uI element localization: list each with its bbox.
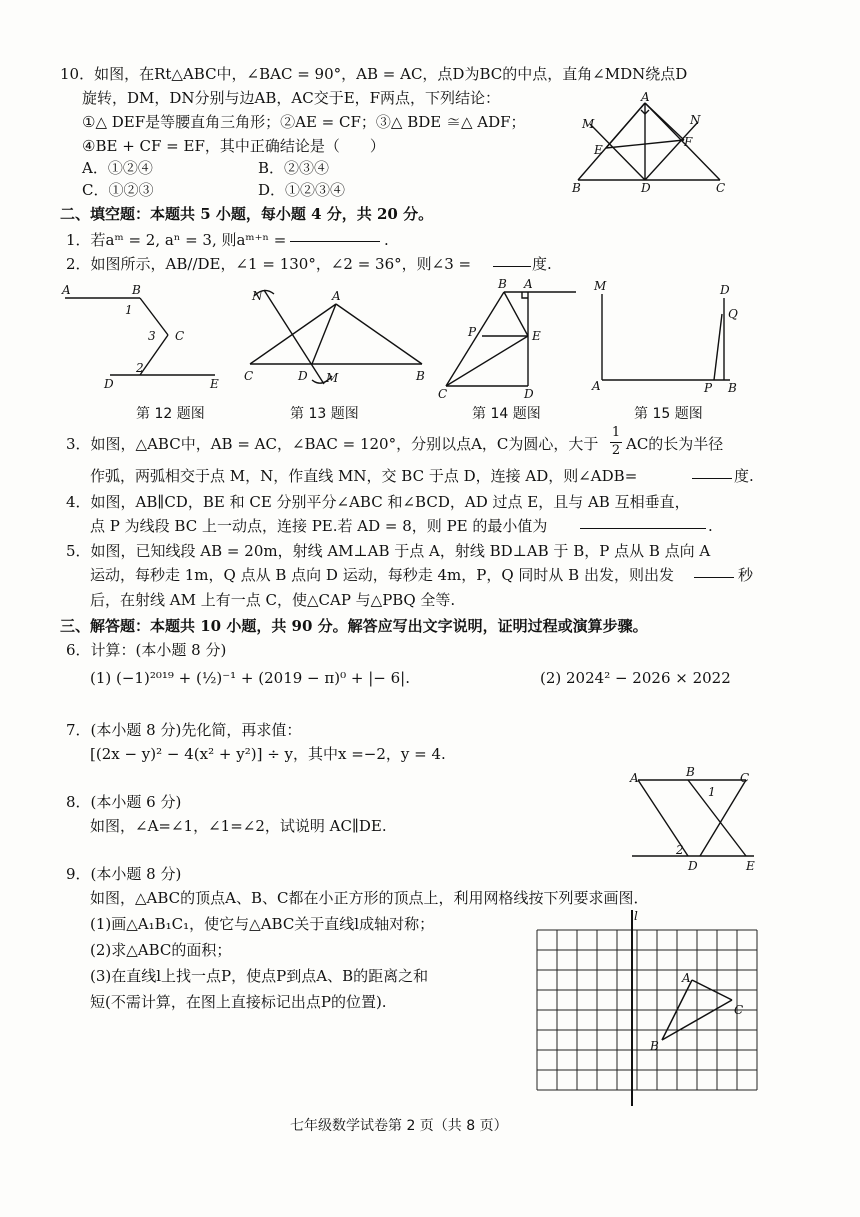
fig14-label-p: P (468, 325, 477, 339)
figure-15 (590, 280, 750, 400)
fig15-label-b: B (728, 381, 737, 395)
figure-14 (436, 277, 586, 401)
q10-fig-label-e: E (594, 143, 603, 157)
q12-text: 2．如图所示，AB//DE，∠1 = 130°，∠2 = 36°，则∠3 = (66, 255, 472, 273)
fig15-label-m: M (594, 279, 607, 293)
q12-answer-blank (493, 266, 531, 267)
q15-answer-blank (694, 577, 734, 578)
fig13-label-b: B (416, 369, 425, 383)
q19-step3b: 短(不需计算，在图上直接标记出点P的位置). (90, 993, 387, 1011)
fig13-label-n: N (252, 289, 263, 303)
q15-line3: 后，在射线 AM 上有一点 C，使△CAP 与△PBQ 全等. (90, 591, 456, 609)
q18-fig-label-e: E (746, 859, 755, 873)
q10-figure (570, 88, 730, 198)
fig15-label-q: Q (728, 307, 738, 321)
q19-grid-figure (532, 910, 772, 1110)
q10-line4: ④BE + CF = EF，其中正确结论是（ ） (82, 137, 385, 155)
q13-line1: 3．如图，△ABC中，AB = AC，∠BAC = 120°，分别以点A，C为圆心，大于 (66, 435, 599, 453)
figure-12-caption: 第 12 题图 (136, 406, 205, 422)
fig15-label-p: P (704, 381, 713, 395)
q10-fig-label-f: F (684, 135, 693, 149)
q17-title: 7．(本小题 8 分)先化简，再求值： (66, 721, 302, 739)
fig15-label-a: A (592, 379, 601, 393)
q19-title: 9．(本小题 8 分) (66, 865, 182, 883)
q19-step3a: (3)在直线l上找一点P，使点P到点A、B的距离之和 (90, 967, 429, 985)
page-footer: 七年级数学试卷第 2 页（共 8 页） (290, 1118, 508, 1134)
q10-option-d: D．①②③④ (258, 181, 346, 199)
grid-label-l: l (634, 909, 638, 923)
grid-label-c: C (734, 1003, 744, 1017)
fig12-label-b: B (132, 283, 141, 297)
q19-intro: 如图，△ABC的顶点A、B、C都在小正方形的顶点上，利用网格线按下列要求画图． (90, 889, 649, 907)
fig14-label-e: E (532, 329, 541, 343)
fig14-label-b: B (498, 277, 507, 291)
fig13-label-m: M (326, 371, 339, 385)
q18-fig-label-1: 1 (708, 785, 716, 799)
q18-fig-label-d: D (688, 859, 698, 873)
fig14-label-c: C (438, 387, 448, 401)
q10-line3: ①△ DEF是等腰直角三角形；②AE = CF；③△ BDE ≅△ ADF； (82, 113, 526, 131)
fig12-label-3: 3 (148, 329, 156, 343)
q18-figure (628, 765, 788, 878)
q18-text: 如图，∠A=∠1，∠1=∠2，试说明 AC∥DE. (90, 817, 387, 835)
q16-title: 6．计算：(本小题 8 分) (66, 641, 227, 659)
q10-line2: 旋转，DM，DN分别与边AB，AC交于E，F两点，下列结论： (82, 89, 501, 107)
q15-line1: 5．如图，已知线段 AB = 20m，射线 AM⊥AB 于点 A，射线 BD⊥AB 于 B，P 点从 B 点向 A (66, 542, 711, 560)
q18-fig-label-2: 2 (676, 843, 684, 857)
q14-line1: 4．如图，AB∥CD，BE 和 CE 分别平分∠ABC 和∠BCD，AD 过点 E，且与 AB 互相垂直， (66, 493, 690, 511)
fig13-label-a: A (332, 289, 341, 303)
figure-15-caption: 第 15 题图 (634, 406, 703, 422)
q10-fig-label-c: C (716, 181, 726, 195)
q14-answer-blank (580, 528, 706, 529)
q13-frac-denominator: 2 (611, 443, 621, 458)
fig13-label-d: D (298, 369, 308, 383)
q10-fig-label-a: A (641, 90, 650, 104)
q18-fig-label-c: C (740, 771, 750, 785)
q10-fig-label-m: M (582, 117, 595, 131)
q18-fig-label-a: A (630, 771, 639, 785)
q12-end: 度. (532, 255, 552, 273)
q16-part2: (2) 2024² − 2026 × 2022 (540, 669, 731, 687)
figure-13 (240, 280, 440, 400)
q13-line1-end: AC的长为半径 (626, 435, 724, 453)
q19-step1: (1)画△A₁B₁C₁，使它与△ABC关于直线l成轴对称； (90, 915, 435, 933)
q19-step2: (2)求△ABC的面积； (90, 941, 232, 959)
q18-title: 8．(本小题 6 分) (66, 793, 182, 811)
grid-label-a: A (682, 971, 691, 985)
q10-line1: 10．如图，在Rt△ABC中，∠BAC = 90°，AB = AC，点D为BC的中点，直角∠MDN绕点D (60, 65, 688, 83)
q10-fig-label-d: D (641, 181, 651, 195)
q10-option-c: C．①②③ (82, 181, 154, 199)
fig12-label-2: 2 (136, 361, 144, 375)
figure-13-caption: 第 13 题图 (290, 406, 359, 422)
q16-part1: (1) (−1)²⁰¹⁹ + (½)⁻¹ + (2019 − π)⁰ + |− 6|. (90, 669, 410, 687)
q13-frac-numerator: 1 (611, 425, 621, 440)
q14-line2: 点 P 为线段 BC 上一动点，连接 PE.若 AD = 8，则 PE 的最小值为 (90, 517, 548, 535)
q13-line2-end: 度. (734, 467, 754, 485)
q11-end: . (384, 231, 389, 249)
fig12-label-d: D (104, 377, 114, 391)
q18-fig-label-b: B (686, 765, 695, 779)
fig14-label-d: D (524, 387, 534, 401)
fig12-label-a: A (62, 283, 71, 297)
fig12-label-1: 1 (125, 303, 133, 317)
q15-line2: 运动，每秒走 1m，Q 点从 B 点向 D 运动，每秒走 4m，P，Q 同时从 B 出发，则出发 (90, 566, 674, 584)
grid-label-b: B (650, 1039, 659, 1053)
q11-answer-blank (290, 241, 380, 242)
figure-12 (60, 280, 230, 400)
q13-answer-blank (692, 478, 732, 479)
q17-expression: [(2x − y)² − 4(x² + y²)] ÷ y，其中x =−2，y = 4. (90, 745, 446, 763)
fig15-label-d: D (720, 283, 730, 297)
figure-14-caption: 第 14 题图 (472, 406, 541, 422)
q14-line2-end: . (708, 517, 713, 535)
section2-heading: 二、填空题：本题共 5 小题，每小题 4 分，共 20 分。 (60, 205, 434, 223)
q10-fig-label-b: B (572, 181, 581, 195)
section3-heading: 三、解答题：本题共 10 小题，共 90 分。解答应写出文字说明，证明过程或演算步骤。 (60, 617, 648, 635)
fig13-label-c: C (244, 369, 254, 383)
q10-option-b: B．②③④ (258, 159, 330, 177)
fig12-label-e: E (210, 377, 219, 391)
q11-text: 1．若aᵐ = 2, aⁿ = 3, 则aᵐ⁺ⁿ = (66, 231, 287, 249)
q10-option-a: A．①②④ (82, 159, 153, 177)
q13-line2: 作弧，两弧相交于点 M，N，作直线 MN，交 BC 于点 D，连接 AD，则∠ADB= (90, 467, 638, 485)
fig14-label-a: A (524, 277, 533, 291)
fig12-label-c: C (175, 329, 185, 343)
q10-fig-label-n: N (690, 113, 701, 127)
q15-line2-end: 秒 (738, 566, 754, 584)
